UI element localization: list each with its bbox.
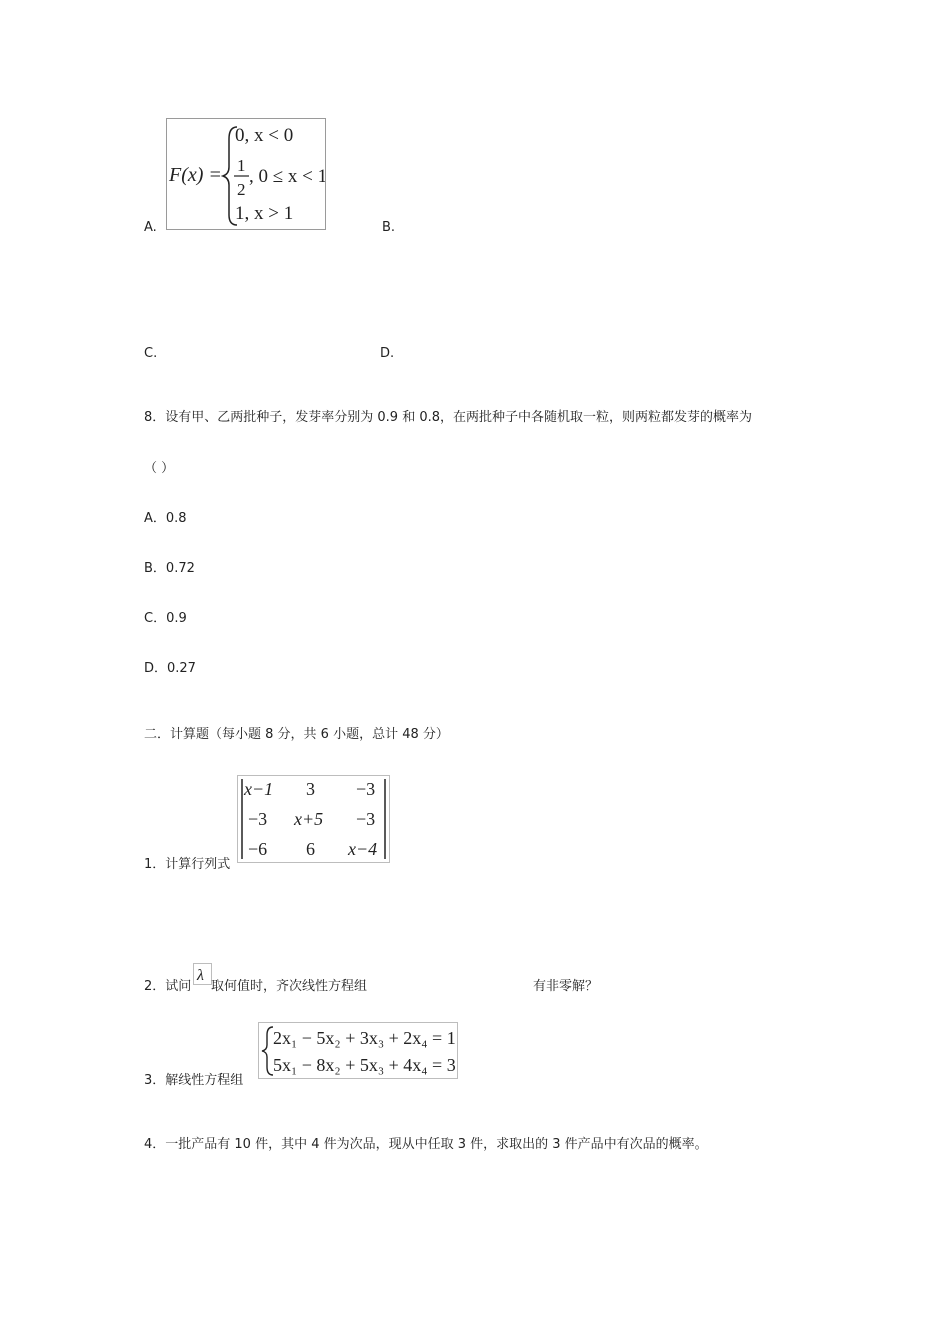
p2-text-a: 2．试问 <box>144 979 192 994</box>
lambda-symbol: λ <box>197 967 204 984</box>
det-cell: 6 <box>306 839 315 859</box>
determinant <box>238 776 389 862</box>
formula-case2-den: 2 <box>237 180 246 199</box>
section-heading: 二．计算题（每小题 8 分，共 6 小题，总计 48 分） <box>144 727 449 742</box>
system-eq1: 2x₁ − 5x₂ + 3x₃ + 2x₄ = 1 <box>273 1028 456 1048</box>
option-b-label: B. <box>382 220 396 235</box>
det-cell: −3 <box>248 809 268 829</box>
equation-system-image <box>258 1022 458 1079</box>
option-d-label: D. <box>380 346 395 361</box>
q8-option-d: D．0.27 <box>144 661 196 676</box>
q8-stem: 8．设有甲、乙两批种子，发芽率分别为 0.9 和 0.8，在两批种子中各随机取一粒，则两粒都发芽的概率为 <box>144 410 753 425</box>
q8-option-a: A．0.8 <box>144 511 187 526</box>
det-cell: −3 <box>356 779 376 799</box>
det-cell: −6 <box>248 839 268 859</box>
det-cell: −3 <box>356 809 376 829</box>
formula-case2-rest: , 0 ≤ x < 1 <box>249 166 325 187</box>
p2-text-c: 有非零解？ <box>533 979 599 994</box>
formula-case2-num: 1 <box>237 156 246 175</box>
p2-text-b: 取何值时，齐次线性方程组 <box>211 979 368 994</box>
p1-text: 1．计算行列式 <box>144 857 231 872</box>
piecewise-formula-image <box>166 118 326 230</box>
q8-option-c: C．0.9 <box>144 611 187 626</box>
option-c-label: C. <box>144 346 158 361</box>
q8-blank: （ ） <box>144 461 175 476</box>
system-eq2: 5x₁ − 8x₂ + 5x₃ + 4x₄ = 3 <box>273 1055 456 1075</box>
det-cell: x−4 <box>348 839 378 859</box>
determinant-image <box>237 775 390 863</box>
system-brace <box>262 1027 273 1075</box>
equation-system <box>259 1023 457 1078</box>
det-cell: 3 <box>306 779 315 799</box>
formula-case1: 0, x < 0 <box>235 125 294 146</box>
lambda-image <box>193 963 212 985</box>
piecewise-formula <box>167 119 325 229</box>
p3-text: 3．解线性方程组 <box>144 1073 244 1088</box>
formula-lhs: F(x) = <box>169 164 222 186</box>
det-cell: x+5 <box>294 809 324 829</box>
formula-case3: 1, x > 1 <box>235 203 294 224</box>
q8-option-b: B．0.72 <box>144 561 195 576</box>
option-a-label: A. <box>144 220 157 235</box>
det-cell: x−1 <box>244 779 274 799</box>
p4-text: 4．一批产品有 10 件，其中 4 件为次品，现从中任取 3 件，求取出的 3 件产品中有次品的概率。 <box>144 1137 708 1152</box>
